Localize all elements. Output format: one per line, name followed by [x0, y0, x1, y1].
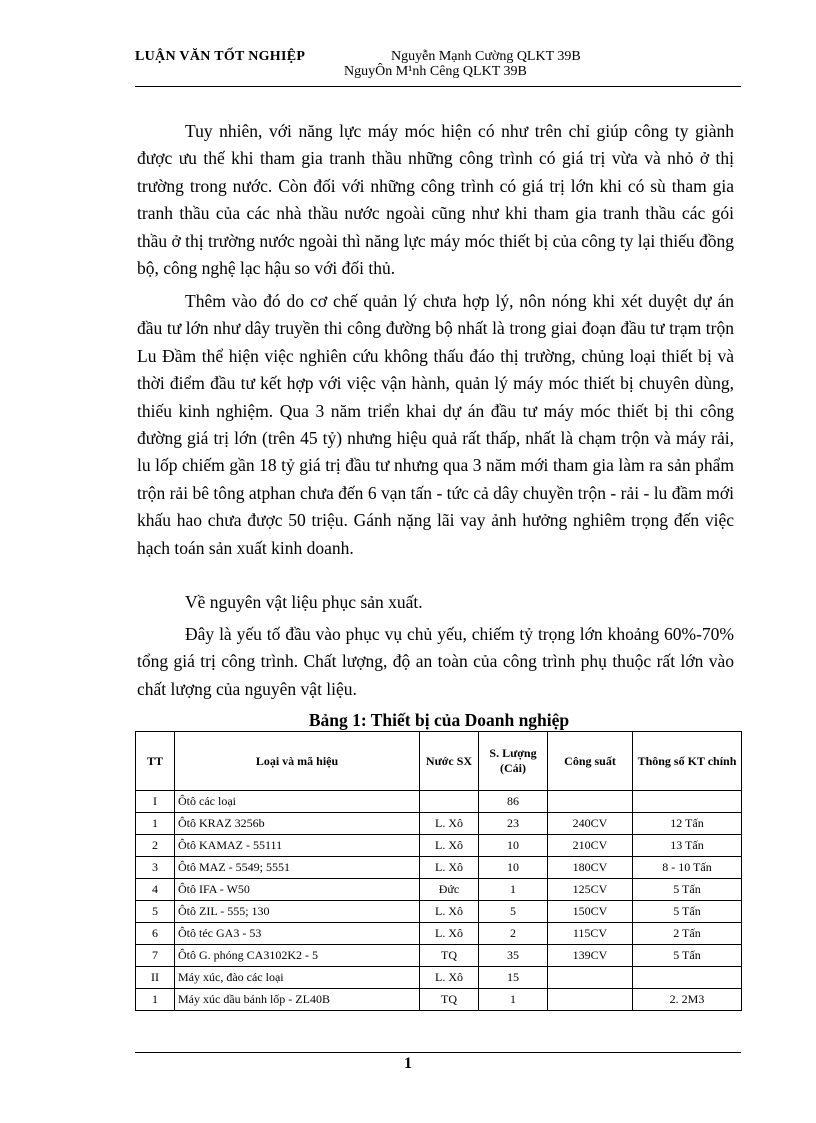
table-row	[136, 857, 742, 879]
footer-rule	[135, 1052, 741, 1053]
table-header-row	[136, 732, 742, 791]
paragraph-4: Đây là yếu tố đầu vào phục vụ chủ yếu, chiếm tỷ trọng lớn khoảng 60%-70% tổng giá trị công trình. Chất lượng, độ an toàn của công trình phụ thuộc rất lớn vào chất lượng của nguyên vật liệu.	[137, 624, 734, 699]
header-cell: TT	[136, 732, 175, 791]
table-cell: L. Xô	[420, 967, 479, 989]
table-cell: 1	[136, 989, 175, 1011]
table-cell: Đức	[420, 879, 479, 901]
table-cell: II	[136, 967, 175, 989]
table-cell: 2	[136, 835, 175, 857]
table-cell: 2	[479, 923, 548, 945]
table-cell: 7	[136, 945, 175, 967]
table-cell: 5 Tấn	[633, 901, 742, 923]
table-row	[136, 813, 742, 835]
header-cell: Loại và mã hiệu	[175, 732, 420, 791]
table-cell: 2. 2M3	[633, 989, 742, 1011]
table-cell	[633, 967, 742, 989]
table-row	[136, 901, 742, 923]
table-cell: 150CV	[548, 901, 633, 923]
paragraph-3: Về nguyên vật liệu phục sản xuất.	[185, 592, 423, 612]
table-cell: Ôtô IFA - W50	[175, 879, 420, 901]
paragraph-2: Thêm vào đó do cơ chế quản lý chưa hợp lý, nôn nóng khi xét duyệt dự án đầu tư lớn như dây truyền thi công đường bộ nhất là trong giai đoạn đầu tư trạm trộn Lu Đầm thể hiện việc nghiên cứu không thấu đáo thị trường, chủng loại thiết bị và thời điểm đầu tư kết hợp với việc vận hành, quản lý máy móc thiết bị chuyên dùng, thiếu kinh nghiệm. Qua 3 năm triển khai dự án đầu tư máy móc thiết bị thi công đường giá trị lớn (trên 45 tỷ) nhưng hiệu quả rất thấp, nhất là chạm trộn và máy rải, lu lốp chiếm gần 18 tỷ giá trị đầu tư nhưng qua 3 năm mới tham gia làm ra sản phẩm trộn rải bê tông atphan chưa đến 6 vạn tấn - tức cả dây chuyền trộn - rải - lu đầm mới khấu hao chưa được 50 triệu. Gánh nặng lãi vay ảnh hưởng nghiêm trọng đến việc hạch toán sản xuất kinh doanh.	[137, 291, 734, 558]
header-rule	[135, 86, 741, 87]
header-left-title: LUẬN VĂN TỐT NGHIỆP	[135, 49, 306, 64]
table-row	[136, 791, 742, 813]
table-cell	[548, 967, 633, 989]
table-cell	[548, 791, 633, 813]
header-cell: S. Lượng (Cái)	[479, 732, 548, 791]
table-cell: 2 Tấn	[633, 923, 742, 945]
table-cell: 5	[479, 901, 548, 923]
table-cell: Ôtô MAZ - 5549; 5551	[175, 857, 420, 879]
table-cell: 8 - 10 Tấn	[633, 857, 742, 879]
table-cell	[633, 791, 742, 813]
header-cell: Công suất	[548, 732, 633, 791]
table-cell: 10	[479, 857, 548, 879]
table-cell: 1	[479, 879, 548, 901]
table-cell	[420, 791, 479, 813]
table-cell: Máy xúc, đào các loại	[175, 967, 420, 989]
table-cell: 210CV	[548, 835, 633, 857]
table-cell: 10	[479, 835, 548, 857]
table-cell	[548, 989, 633, 1011]
table-cell: 13 Tấn	[633, 835, 742, 857]
table-cell: Ôtô các loại	[175, 791, 420, 813]
table-cell: 86	[479, 791, 548, 813]
page-number: 1	[404, 1055, 412, 1072]
table-cell: TQ	[420, 989, 479, 1011]
table-row	[136, 835, 742, 857]
table-cell: TQ	[420, 945, 479, 967]
table-cell: 180CV	[548, 857, 633, 879]
table-cell: 125CV	[548, 879, 633, 901]
table-cell: 12 Tấn	[633, 813, 742, 835]
table-cell: 5 Tấn	[633, 879, 742, 901]
table-cell: L. Xô	[420, 835, 479, 857]
table-cell: 5 Tấn	[633, 945, 742, 967]
table-cell: L. Xô	[420, 901, 479, 923]
table-cell: L. Xô	[420, 813, 479, 835]
table-cell: Ôtô KRAZ 3256b	[175, 813, 420, 835]
table-row	[136, 879, 742, 901]
table-cell: 139CV	[548, 945, 633, 967]
table-cell: L. Xô	[420, 923, 479, 945]
table-cell: L. Xô	[420, 857, 479, 879]
table-cell: 115CV	[548, 923, 633, 945]
table-row	[136, 923, 742, 945]
table-cell: Ôtô ZIL - 555; 130	[175, 901, 420, 923]
equipment-table	[135, 731, 742, 1011]
table-cell: 1	[136, 813, 175, 835]
table-cell: 23	[479, 813, 548, 835]
table-cell: Máy xúc dầu bánh lốp - ZL40B	[175, 989, 420, 1011]
table-cell: 1	[479, 989, 548, 1011]
table-cell: 240CV	[548, 813, 633, 835]
paragraph-1: Tuy nhiên, với năng lực máy móc hiện có như trên chỉ giúp công ty giành được ưu thế khi tham gia tranh thầu những công trình có giá trị vừa và nhỏ ở thị trường trong nước. Còn đối với những công trình có giá trị lớn khi có sù tham gia tranh thầu của các nhà thầu nước ngoài cũng như khi tham gia tranh thầu các gói thầu ở thị trường nước ngoài thì năng lực máy móc thiết bị của công ty lại thiếu đồng bộ, công nghệ lạc hậu so với đối thủ.	[137, 121, 734, 279]
table-cell: 5	[136, 901, 175, 923]
table-cell: 3	[136, 857, 175, 879]
header-author-line-1: Nguyễn Mạnh Cường QLKT 39B	[391, 49, 581, 64]
table-cell: Ôtô KAMAZ - 55111	[175, 835, 420, 857]
table-caption: Bảng 1: Thiết bị của Doanh nghiệp	[308, 710, 570, 730]
table-row	[136, 967, 742, 989]
table-cell: Ôtô téc GA3 - 53	[175, 923, 420, 945]
header-cell: Thông số KT chính	[633, 732, 742, 791]
table-cell: 15	[479, 967, 548, 989]
header-cell: Nước SX	[420, 732, 479, 791]
table-cell: 6	[136, 923, 175, 945]
table-cell: 35	[479, 945, 548, 967]
table-cell: I	[136, 791, 175, 813]
table-row	[136, 945, 742, 967]
header-author-line-2: NguyÔn M¹nh Cêng QLKT 39B	[344, 64, 527, 79]
table-cell: Ôtô G. phóng CA3102K2 - 5	[175, 945, 420, 967]
table-cell: 4	[136, 879, 175, 901]
table-row	[136, 989, 742, 1011]
